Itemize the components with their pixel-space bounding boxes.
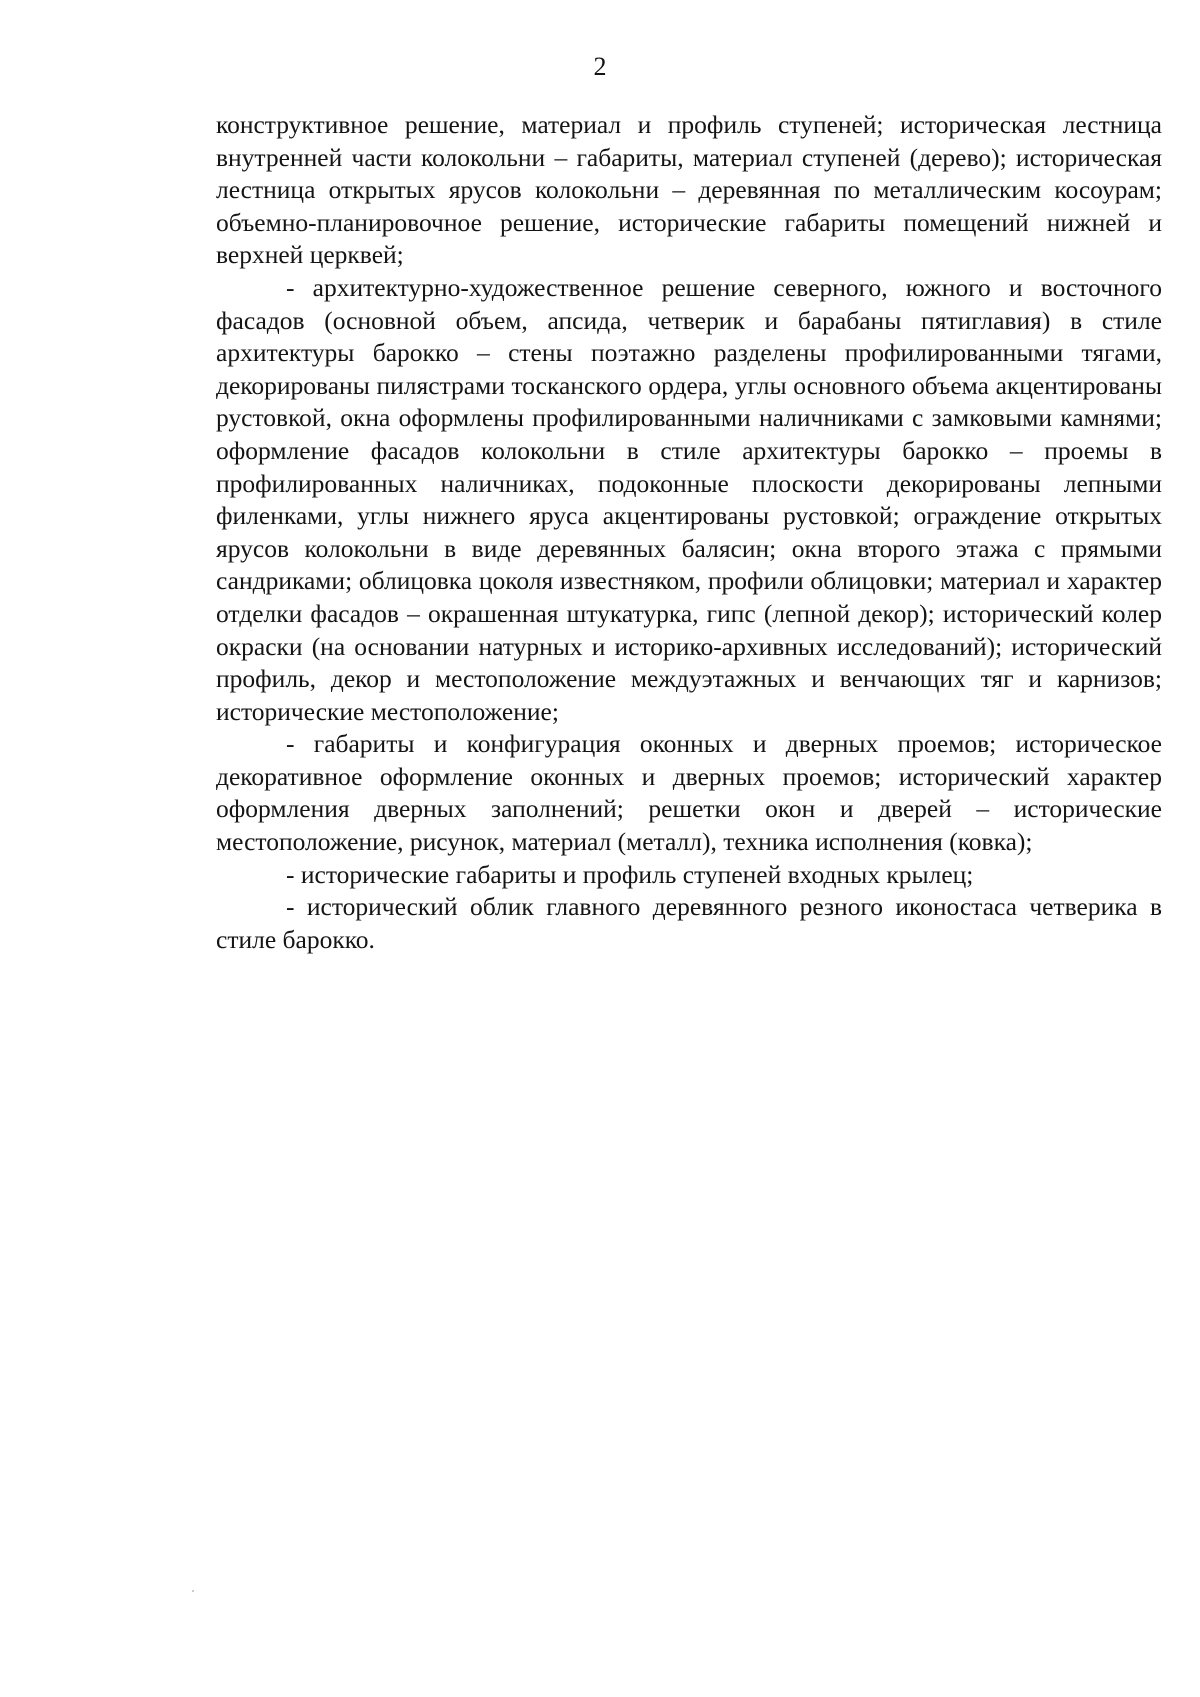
paragraph-continuation: конструктивное решение, материал и профиль ступеней; историческая лестница внутренней части колокольни – габариты, материал ступеней (дерево); историческая лестница открытых ярусов колокольни – деревянная по металлическим косоурам; объемно-планировочное решение, исторические габариты помещений нижней и верхней церквей; [216, 110, 1162, 270]
page-number: 2 [593, 52, 607, 81]
document-body [216, 109, 1162, 956]
scan-speck [192, 1590, 194, 1592]
paragraph-openings: - габариты и конфигурация оконных и дверных проемов; историческое декоративное оформление оконных и дверных проемов; исторический характер оформления дверных заполнений; решетки окон и дверей – исторические местоположение, рисунок, материал (металл), техника исполнения (ковка); [216, 729, 1162, 857]
paragraph-facades: - архитектурно-художественное решение северного, южного и восточного фасадов (основной объем, апсида, четверик и барабаны пятиглавия) в стиле архитектуры барокко – стены поэтажно разделены профилированными тягами, декорированы пилястрами тосканского ордера, углы основного объема акцентированы рустовкой, окна оформлены профилированными наличниками с замковыми камнями; оформление фасадов колокольни в стиле архитектуры барокко – проемы в профилированных наличниках, подоконные плоскости декорированы лепными филенками, углы нижнего яруса акцентированы рустовкой; ограждение открытых ярусов колокольни в виде деревянных балясин; окна второго этажа с прямыми сандриками; облицовка цоколя известняком, профили облицовки; материал и характер отделки фасадов – окрашенная штукатурка, гипс (лепной декор); исторический колер окраски (на основании натурных и историко-архивных исследований); исторический профиль, декор и местоположение междуэтажных и венчающих тяг и карнизов; исторические местоположение; [216, 272, 1162, 726]
paragraph-iconostasis: - исторический облик главного деревянного резного иконостаса четверика в стиле барокко. [216, 892, 1162, 954]
paragraph-porch-steps: - исторические габариты и профиль ступеней входных крылец; [286, 859, 974, 889]
